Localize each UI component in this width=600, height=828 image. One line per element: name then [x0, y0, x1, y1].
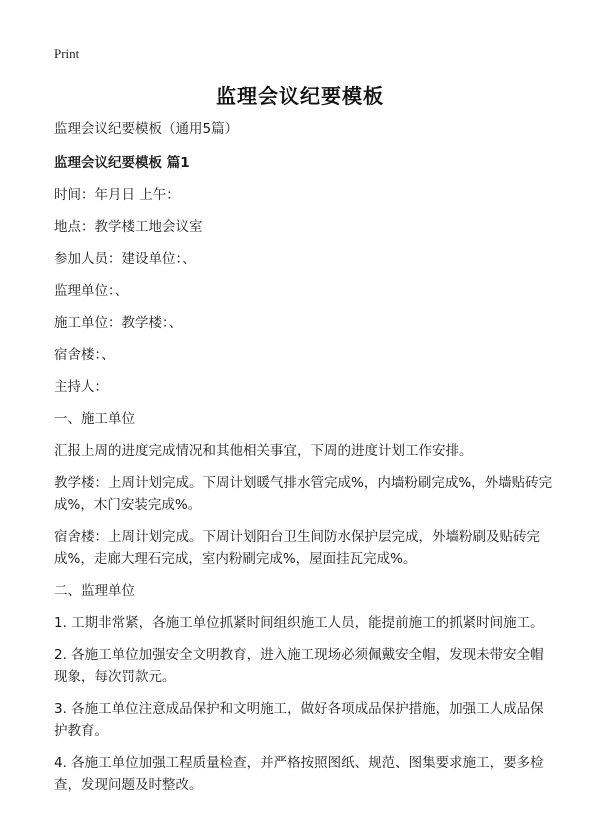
document-body — [54, 118, 554, 806]
attendees-contractor-teaching-building: 施工单位：教学楼：、 — [54, 315, 183, 331]
item-4: 4. 各施工单位加强工程质量检查，并严格按照图纸、规范、图集要求施工，要多检查，发现问题及时整改。 — [54, 755, 544, 793]
heading-contractor: 一、施工单位 — [54, 411, 135, 427]
attendees-dormitory: 宿舍楼：、 — [54, 347, 115, 363]
document-subtitle: 监理会议纪要模板（通用5篇） — [54, 121, 239, 137]
paragraph-dormitory: 宿舍楼：上周计划完成。下周计划阳台卫生间防水保护层完成，外墙粉刷及贴砖完成%，走廊大理石完成，室内粉刷完成%，屋面挂瓦完成%。 — [54, 529, 540, 567]
item-3: 3. 各施工单位注意成品保护和文明施工，做好各项成品保护措施，加强工人成品保护教育。 — [54, 701, 544, 739]
attendees-construction-unit: 参加人员：建设单位：、 — [54, 251, 196, 267]
meeting-host: 主持人： — [54, 379, 108, 395]
paragraph-report: 汇报上周的进度完成情况和其他相关事宜，下周的进度计划工作安排。 — [54, 443, 473, 459]
item-2: 2. 各施工单位加强安全文明教育，进入施工现场必须佩戴安全帽，发现未带安全帽现象，每次罚款元。 — [54, 647, 544, 685]
meeting-time: 时间：年月日 上午： — [54, 187, 180, 203]
item-1: 1. 工期非常紧，各施工单位抓紧时间组织施工人员，能提前施工的抓紧时间施工。 — [54, 615, 544, 631]
heading-supervision: 二、监理单位 — [54, 583, 135, 599]
print-label[interactable]: Print — [54, 46, 80, 61]
meeting-location: 地点：教学楼工地会议室 — [54, 219, 203, 235]
section-title: 监理会议纪要模板 篇1 — [54, 155, 190, 171]
paragraph-teaching-building: 教学楼：上周计划完成。下周计划暖气排水管完成%，内墙粉刷完成%，外墙贴砖完成%，木门安装完成%。 — [54, 475, 553, 513]
document-title: 监理会议纪要模板 — [216, 84, 384, 108]
attendees-supervision-unit: 监理单位：、 — [54, 283, 129, 299]
